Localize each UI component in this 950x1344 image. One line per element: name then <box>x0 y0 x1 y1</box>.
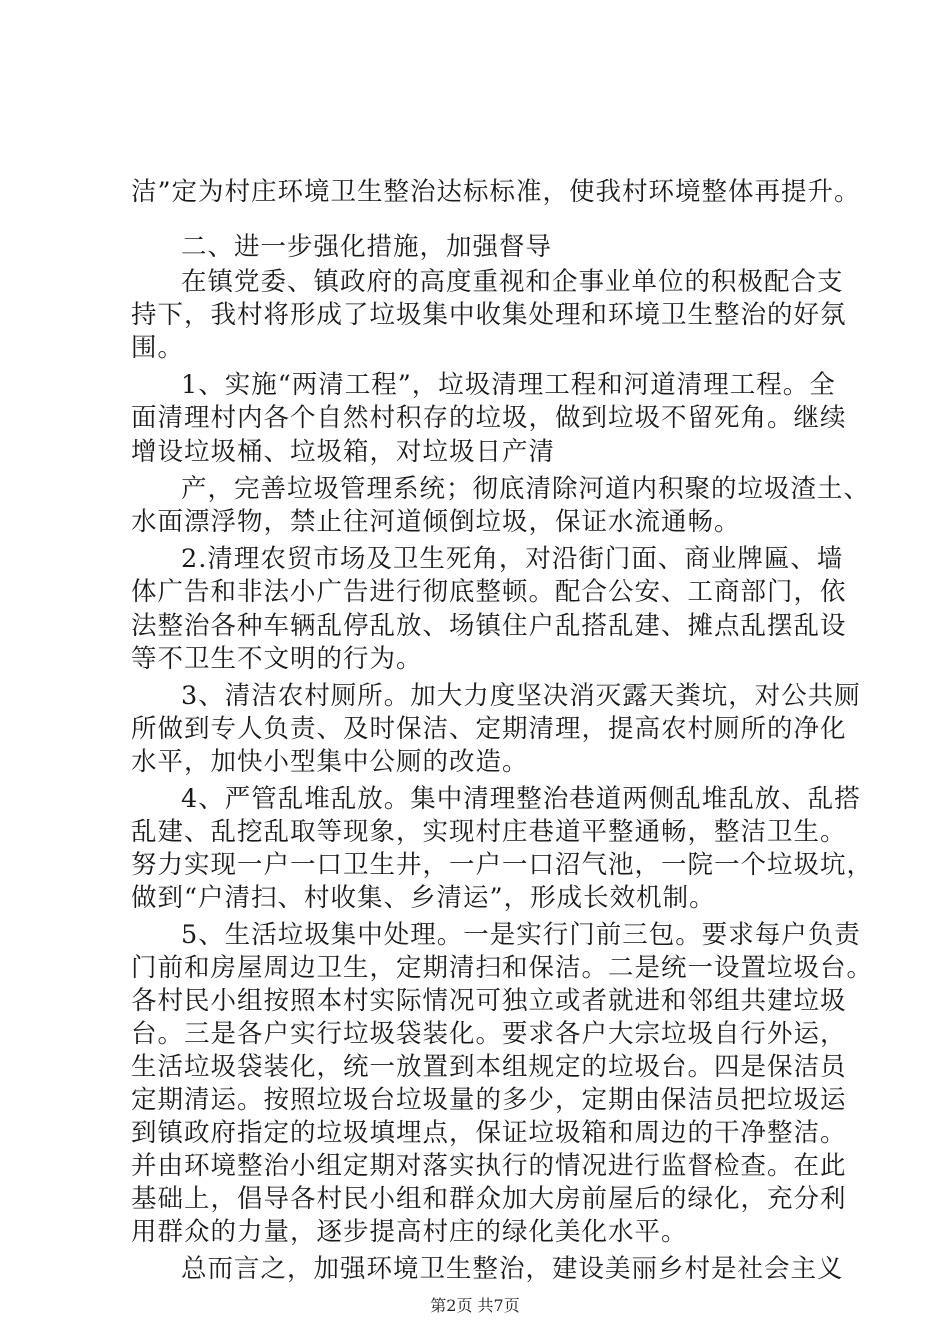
section-heading: 二、进一步强化措施，加强督导 <box>181 232 553 262</box>
page-number: 第2页 共7页 <box>430 1296 520 1315</box>
text-line: 总而言之，加强环境卫生整治，建设美丽乡村是社会主义 <box>181 1254 844 1284</box>
text-line: 基础上，倡导各村民小组和群众加大房前屋后的绿化，充分利 <box>131 1184 847 1214</box>
text-line: 持下，我村将形成了垃圾集中收集处理和环境卫生整治的好氛 <box>131 300 847 330</box>
text-line: 等不卫生不文明的行为。 <box>131 644 423 674</box>
text-line: 5、生活垃圾集中处理。一是实行门前三包。要求每户负责 <box>181 920 861 950</box>
text-line: 乱建、乱挖乱取等现象，实现村庄巷道平整通畅，整洁卫生。 <box>131 817 847 847</box>
text-line: 4、严管乱堆乱放。集中清理整治巷道两侧乱堆乱放、乱搭 <box>181 784 861 814</box>
text-line: 在镇党委、镇政府的高度重视和企事业单位的积极配合支 <box>181 267 844 297</box>
text-line: 定期清运。按照垃圾台垃圾量的多少，定期由保洁员把垃圾运 <box>131 1085 847 1115</box>
text-line: 面清理村内各个自然村积存的垃圾，做到垃圾不留死角。继续 <box>131 403 847 433</box>
text-line: 并由环境整治小组定期对落实执行的情况进行监督检查。在此 <box>131 1151 847 1181</box>
text-line: 各村民小组按照本村实际情况可独立或者就进和邻组共建垃圾 <box>131 986 847 1016</box>
text-line: 台。三是各户实行垃圾袋装化。要求各户大宗垃圾自行外运， <box>131 1019 847 1049</box>
text-line: 生活垃圾袋装化，统一放置到本组规定的垃圾台。四是保洁员 <box>131 1052 847 1082</box>
text-line: 水面漂浮物，禁止往河道倾倒垃圾，保证水流通畅。 <box>131 507 741 537</box>
text-line: 2.清理农贸市场及卫生死角，对沿街门面、商业牌匾、墙 <box>181 544 844 574</box>
text-line: 所做到专人负责、及时保洁、定期清理，提高农村厕所的净化 <box>131 714 847 744</box>
text-line: 努力实现一户一口卫生井，一户一口沼气池，一院一个垃圾坑， <box>131 850 874 880</box>
text-line: 产，完善垃圾管理系统；彻底清除河道内积聚的垃圾渣土、 <box>181 474 871 504</box>
text-line: 增设垃圾桶、垃圾箱，对垃圾日产清 <box>131 437 556 467</box>
text-line: 到镇政府指定的垃圾填埋点，保证垃圾箱和周边的干净整洁。 <box>131 1118 847 1148</box>
text-line: 做到“户清扫、村收集、乡清运”，形成长效机制。 <box>131 883 716 913</box>
text-line: 法整治各种车辆乱停乱放、场镇住户乱搭乱建、摊点乱摆乱设 <box>131 611 847 641</box>
text-line: 门前和房屋周边卫生，定期清扫和保洁。二是统一设置垃圾台。 <box>131 953 874 983</box>
text-line: 洁”定为村庄环境卫生整治达标标准，使我村环境整体再提升。 <box>131 177 861 207</box>
text-line: 水平，加快小型集中公厕的改造。 <box>131 747 529 777</box>
text-line: 围。 <box>131 333 185 363</box>
text-line: 用群众的力量，逐步提高村庄的绿化美化水平。 <box>131 1217 688 1247</box>
text-line: 体广告和非法小广告进行彻底整顿。配合公安、工商部门，依 <box>131 577 847 607</box>
text-line: 1、实施“两清工程”，垃圾清理工程和河道清理工程。全 <box>181 370 836 400</box>
text-line: 3、清洁农村厕所。加大力度坚决消灭露天粪坑，对公共厕 <box>181 681 861 711</box>
